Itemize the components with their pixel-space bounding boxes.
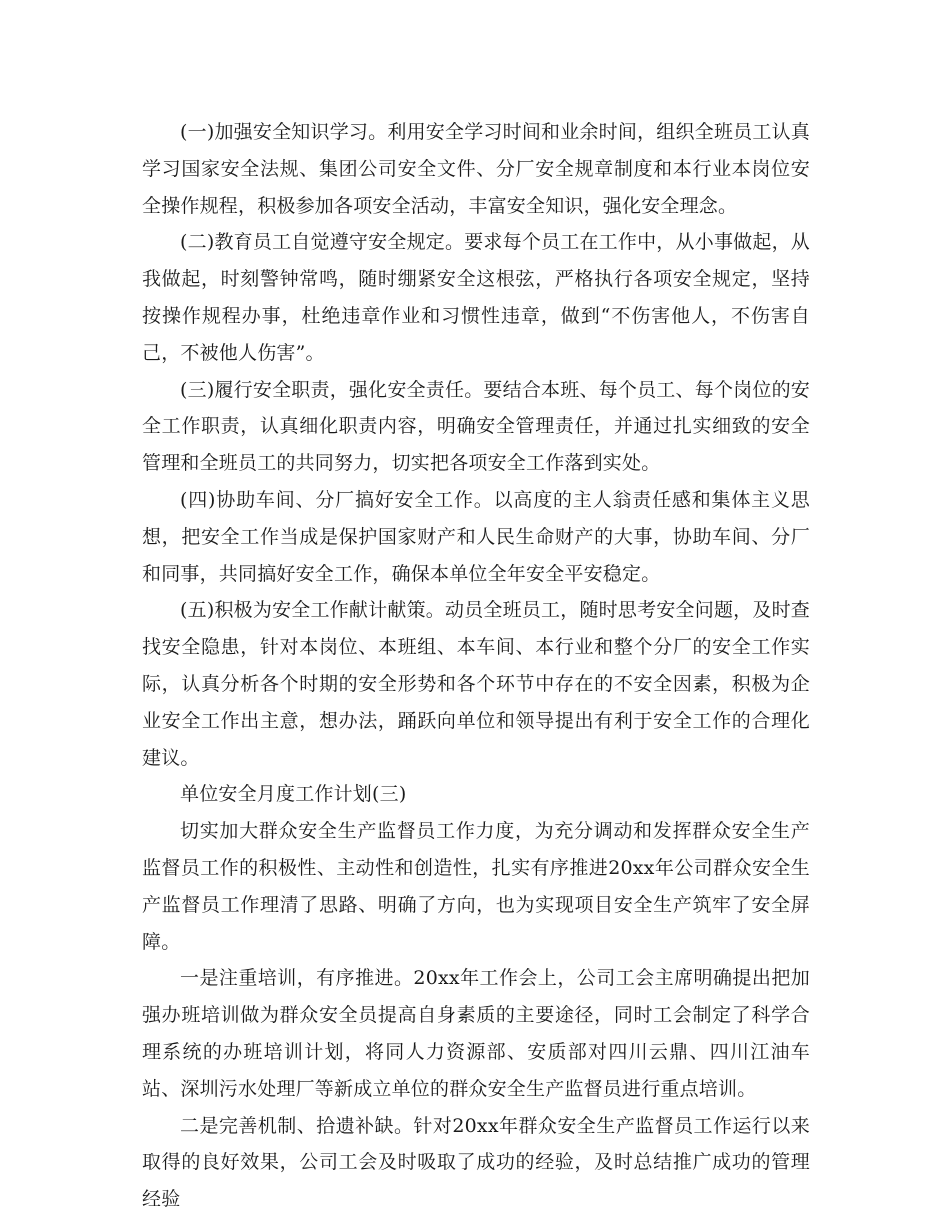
paragraph-suggestions: (五)积极为安全工作献计献策。动员全班员工，随时思考安全问题，及时查找安全隐患，针对本岗位、本班组、本车间、本行业和整个分厂的安全工作实际，认真分析各个时期的安全形势和各个环节中存在的不安全因素，积极为企业安全工作出主意，想办法，踊跃向单位和领导提出有利于安全工作的合理化建议。 [142,599,810,769]
document-body [142,114,810,1218]
paragraph-assist-workshop: (四)协助车间、分厂搞好安全工作。以高度的主人翁责任感和集体主义思想，把安全工作当成是保护国家财产和人民生命财产的大事，协助车间、分厂和同事，共同搞好安全工作，确保本单位全年安全平安稳定。 [142,488,810,585]
paragraph-training: 一是注重培训，有序推进。20xx年工作会上，公司工会主席明确提出把加强办班培训做为群众安全员提高自身素质的主要途径，同时工会制定了科学合理系统的办班培训计划，将同人力资源部、安质部对四川云鼎、四川江油车站、深圳污水处理厂等新成立单位的群众安全生产监督员进行重点培训。 [142,967,810,1100]
paragraph-duties: (三)履行安全职责，强化安全责任。要结合本班、每个员工、每个岗位的安全工作职责，认真细化职责内容，明确安全管理责任，并通过扎实细致的安全管理和全班员工的共同努力，切实把各项安全工作落到实处。 [142,378,810,475]
paragraph-safety-knowledge: (一)加强安全知识学习。利用安全学习时间和业余时间，组织全班员工认真学习国家安全法规、集团公司安全文件、分厂安全规章制度和本行业本岗位安全操作规程，积极参加各项安全活动，丰富安全知识，强化安全理念。 [142,121,810,217]
section-heading: 单位安全月度工作计划(三) [180,783,407,806]
paragraph-supervisors: 切实加大群众安全生产监督员工作力度，为充分调动和发挥群众安全生产监督员工作的积极性、主动性和创造性，扎实有序推进20xx年公司群众安全生产监督员工作理清了思路、明确了方向，也为实现项目安全生产筑牢了安全屏障。 [142,820,810,953]
paragraph-mechanism: 二是完善机制、拾遗补缺。针对20xx年群众安全生产监督员工作运行以来取得的良好效果，公司工会及时吸取了成功的经验，及时总结推广成功的管理经验 [142,1114,810,1211]
paragraph-obey-rules: (二)教育员工自觉遵守安全规定。要求每个员工在工作中，从小事做起，从我做起，时刻警钟常鸣，随时绷紧安全这根弦，严格执行各项安全规定，坚持按操作规程办事，杜绝违章作业和习惯性违章，做到“不伤害他人，不伤害自己，不被他人伤害”。 [142,231,810,364]
